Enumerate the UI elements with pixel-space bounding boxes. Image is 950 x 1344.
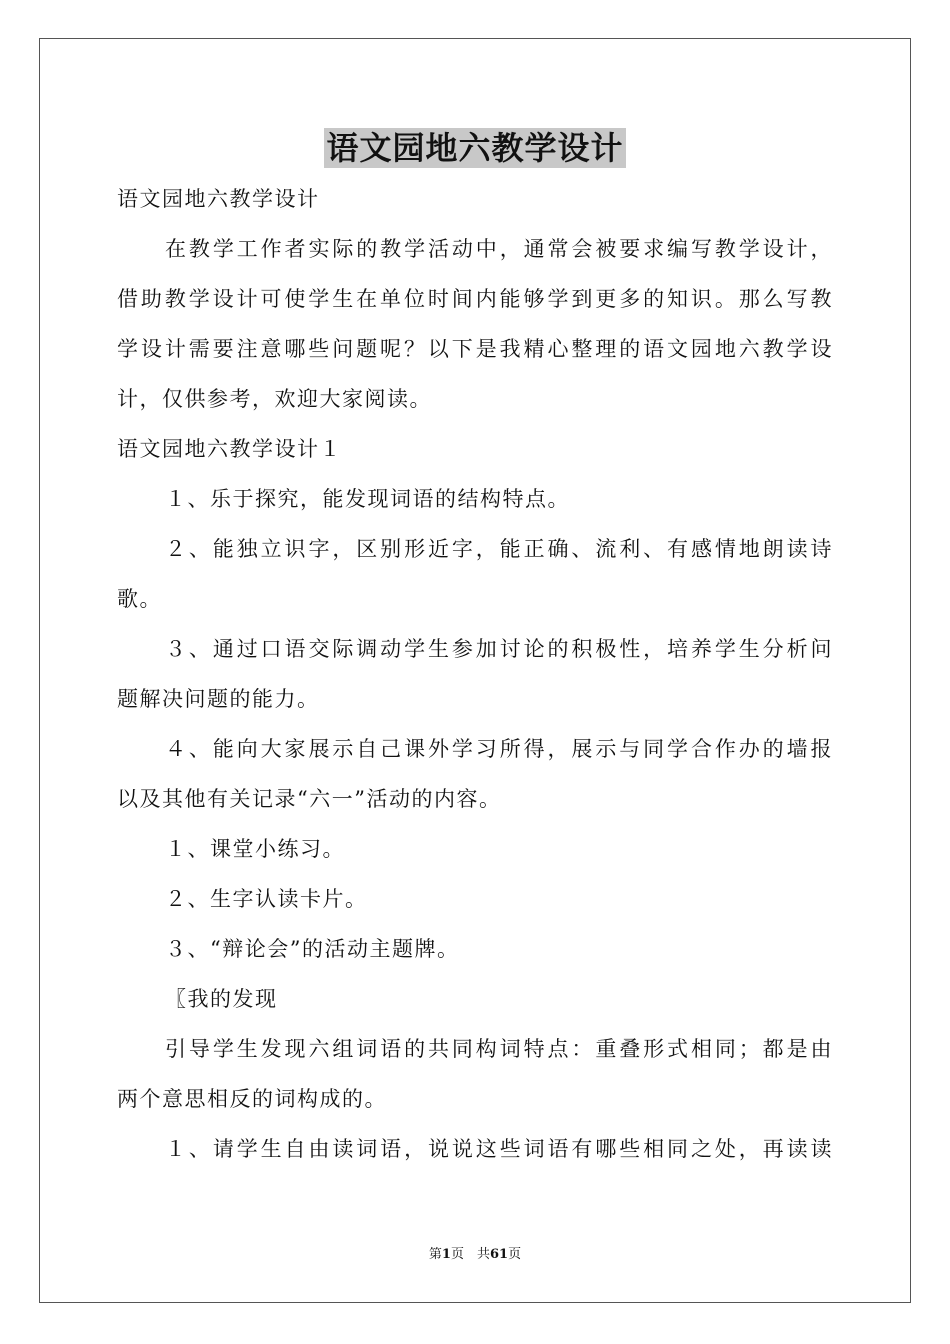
list-item: １、课堂小练习。 <box>165 837 345 861</box>
paragraph-line: 两个意思相反的词构成的。 <box>117 1087 387 1111</box>
list-item: ２、生字认读卡片。 <box>165 887 368 911</box>
footer-prefix: 第 <box>428 1247 442 1262</box>
list-item: ２、能独立识字，区别形近字，能正确、流利、有感情地朗读诗 <box>165 537 833 561</box>
list-item: ３、通过口语交际调动学生参加讨论的积极性，培养学生分析问 <box>165 637 833 661</box>
list-item-continuation: 歌。 <box>117 587 162 611</box>
page-footer <box>0 1246 950 1264</box>
list-item: １、乐于探究，能发现词语的结构特点。 <box>165 487 570 511</box>
footer-middle: 页 共 <box>450 1247 490 1262</box>
footer-suffix: 页 <box>508 1247 522 1262</box>
paragraph-line: 借助教学设计可使学生在单位时间内能够学到更多的知识。那么写教 <box>117 287 833 311</box>
paragraph-line: 在教学工作者实际的教学活动中，通常会被要求编写教学设计， <box>165 237 833 261</box>
paragraph-line: 计，仅供参考，欢迎大家阅读。 <box>117 387 432 411</box>
list-item: ４、能向大家展示自己课外学习所得，展示与同学合作办的墙报 <box>165 737 833 761</box>
section-heading: 〖我的发现 <box>165 987 278 1011</box>
paragraph-line: 引导学生发现六组词语的共同构词特点：重叠形式相同；都是由 <box>165 1037 833 1061</box>
paragraph-line: 学设计需要注意哪些问题呢？以下是我精心整理的语文园地六教学设 <box>117 337 833 361</box>
section-heading: 语文园地六教学设计１ <box>117 437 342 461</box>
document-title: 语文园地六教学设计 <box>326 129 624 167</box>
list-item-continuation: 题解决问题的能力。 <box>117 687 320 711</box>
footer-page-number: 1 <box>441 1247 451 1262</box>
footer-total-pages: 61 <box>489 1247 509 1262</box>
list-item: ３、“辩论会”的活动主题牌。 <box>165 937 460 961</box>
list-item-continuation: 以及其他有关记录“六一”活动的内容。 <box>117 787 502 811</box>
list-item: １、请学生自由读词语，说说这些词语有哪些相同之处，再读读 <box>165 1137 833 1161</box>
subtitle-line: 语文园地六教学设计 <box>117 187 320 211</box>
title-wrap <box>0 128 950 168</box>
